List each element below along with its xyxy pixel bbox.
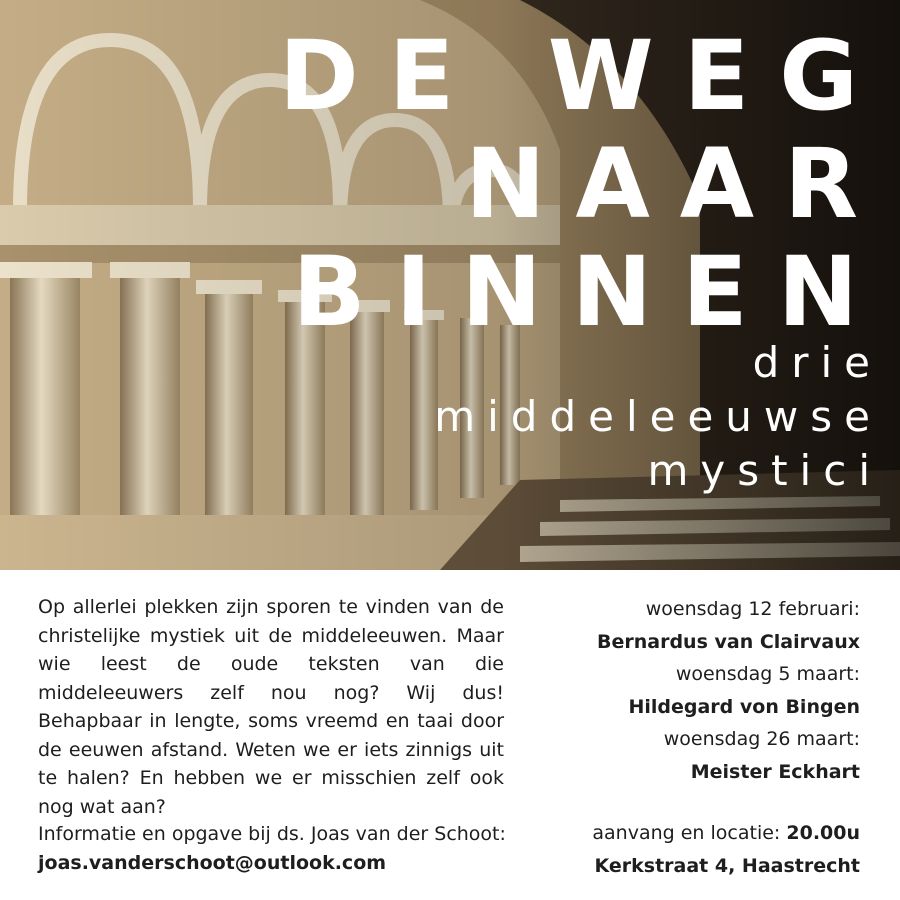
address [480, 850, 860, 883]
start-time-line [480, 817, 860, 850]
session-schedule [520, 593, 860, 788]
poster-subtitle [434, 336, 882, 498]
contact-info [38, 820, 508, 877]
contact-email[interactable]: joas.vanderschoot@outlook.com [38, 851, 387, 874]
title-line: DE WEG [279, 20, 888, 132]
session-date: woensdag 12 februari: [645, 598, 860, 620]
start-and-location [480, 817, 860, 882]
poster-title [279, 22, 888, 346]
contact-prefix: Informatie en opgave bij ds. Joas van der Schoot: [38, 823, 506, 845]
address-text: Kerkstraat 4, Haastrecht [594, 854, 860, 877]
session-mystic: Bernardus van Clairvaux [596, 630, 860, 653]
title-line: BINNEN [292, 236, 888, 348]
session-mystic: Meister Eckhart [690, 760, 860, 783]
start-time: 20.00u [786, 822, 860, 844]
session-mystic: Hildegard von Bingen [628, 695, 860, 718]
location-prefix: aanvang en locatie: [592, 822, 781, 844]
session-date: woensdag 26 maart: [663, 728, 860, 750]
subtitle-line: middeleeuwse [434, 392, 882, 441]
session-date: woensdag 5 maart: [675, 663, 860, 685]
subtitle-line: drie [752, 338, 882, 387]
title-line: NAAR [465, 128, 888, 240]
intro-paragraph: Op allerlei plekken zijn sporen te vinden van de christelijke mystiek uit de middeleeuwen. Maar wie leest de oude teksten van die middeleeuwers zelf nou nog? Wij dus! Behapbaar in lengte, soms vreemd en taai door de eeuwen afstand. Weten we er iets zinnigs uit te halen? En hebben we er misschien zelf ook nog wat aan? [38, 596, 504, 818]
subtitle-line: mystici [647, 446, 882, 495]
